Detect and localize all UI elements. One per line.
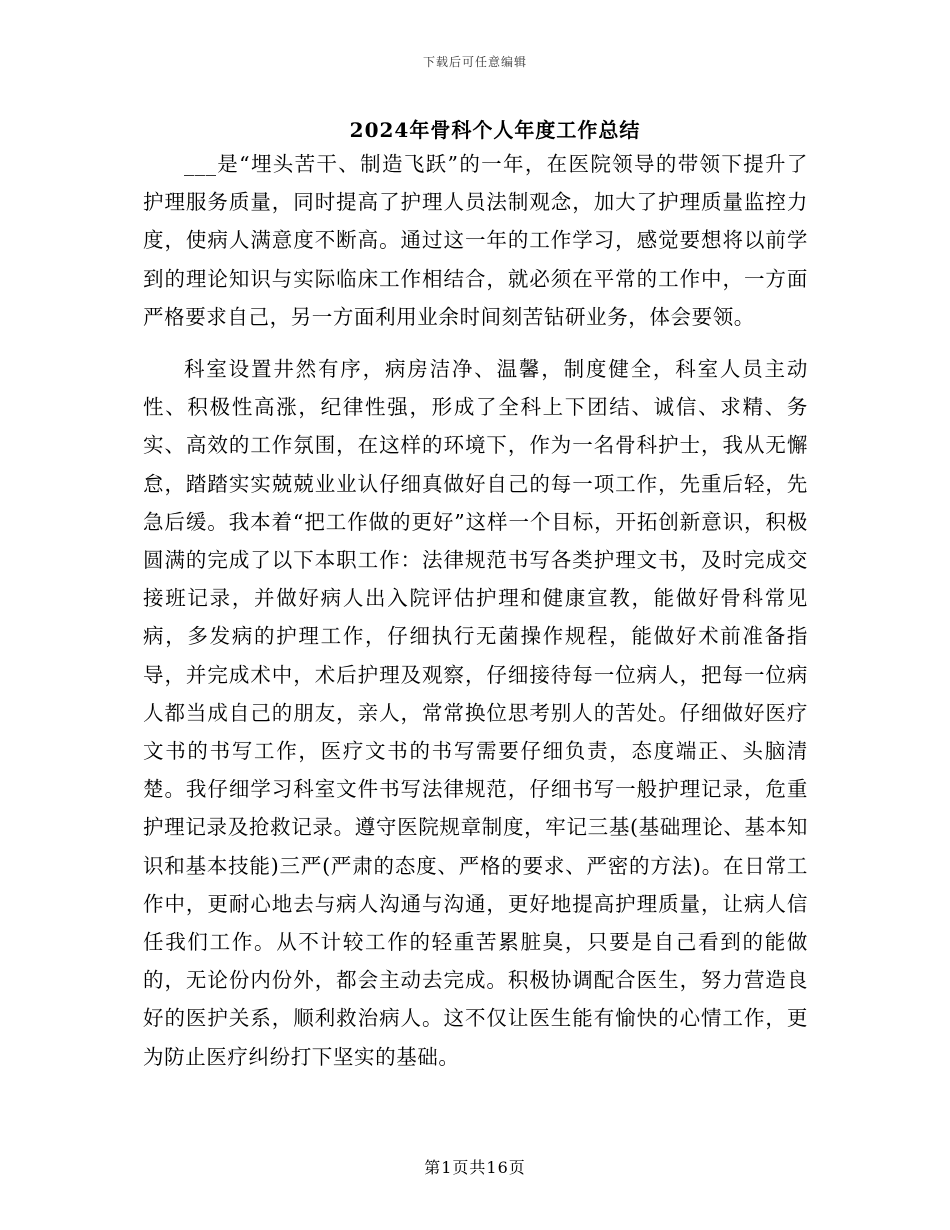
paragraph-1: ___是“埋头苦干、制造飞跃”的一年，在医院领导的带领下提升了护理服务质量，同时提高了护理人员法制观念，加大了护理质量监控力度，使病人满意度不断高。通过这一年的工作学习，感觉要想将以前学到的理论知识与实际临床工作相结合，就必须在平常的工作中，一方面严格要求自己，另一方面利用业余时间刻苦钻研业务，体会要领。	[143, 152, 808, 329]
document-body	[143, 145, 808, 1076]
page-footer: 第1页共16页	[424, 1158, 526, 1177]
paragraph-2: 科室设置井然有序，病房洁净、温馨，制度健全，科室人员主动性、积极性高涨，纪律性强，形成了全科上下团结、诚信、求精、务实、高效的工作氛围，在这样的环境下，作为一名骨科护士，我从无懈怠，踏踏实实兢兢业业认仔细真做好自己的每一项工作，先重后轻，先急后缓。我本着“把工作做的更好”这样一个目标，开拓创新意识，积极圆满的完成了以下本职工作：法律规范书写各类护理文书，及时完成交接班记录，并做好病人出入院评估护理和健康宣教，能做好骨科常见病，多发病的护理工作，仔细执行无菌操作规程，能做好术前准备指导，并完成术中，术后护理及观察，仔细接待每一位病人，把每一位病人都当成自己的朋友，亲人，常常换位思考别人的苦处。仔细做好医疗文书的书写工作，医疗文书的书写需要仔细负责，态度端正、头脑清楚。我仔细学习科室文件书写法律规范，仔细书写一般护理记录，危重护理记录及抢救记录。遵守医院规章制度，牢记三基(基础理论、基本知识和基本技能)三严(严肃的态度、严格的要求、严密的方法)。在日常工作中，更耐心地去与病人沟通与沟通，更好地提高护理质量，让病人信任我们工作。从不计较工作的轻重苦累脏臭，只要是自己看到的能做的，无论份内份外，都会主动去完成。积极协调配合医生，努力营造良好的医护关系，顺利救治病人。这不仅让医生能有愉快的心情工作，更为防止医疗纠纷打下坚实的基础。	[143, 357, 808, 1069]
document-title: 2024年骨科个人年度工作总结	[349, 118, 641, 142]
header-note: 下载后可任意编辑	[422, 55, 527, 69]
